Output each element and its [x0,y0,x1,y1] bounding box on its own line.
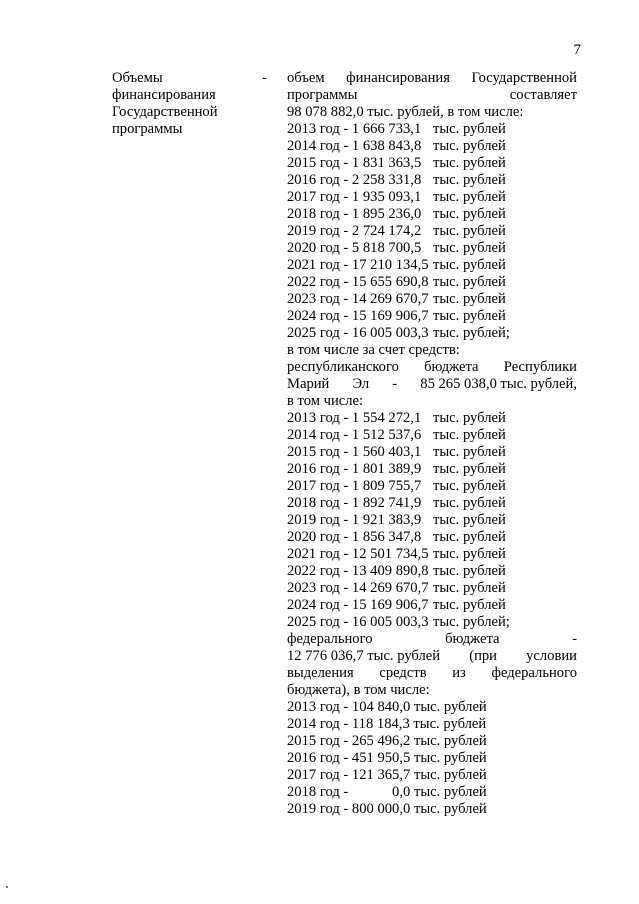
unit: тыс. рублей [433,478,506,494]
republic-year-row [287,512,577,529]
year-amount: 2019 год - 1 921 383,9 [287,512,422,528]
unit: тыс. рублей [433,206,506,222]
intro-line: объем финансирования Государственной [287,70,577,86]
republic-year-row [287,546,577,563]
label-line: Государственной [112,104,218,120]
unit: тыс. рублей [433,121,506,137]
label-separator: - [262,70,267,86]
total-year-row [287,121,577,138]
federal-year-row: 2016 год - 451 950,5 тыс. рублей [287,750,487,766]
republic-year-row [287,580,577,597]
unit: тыс. рублей [433,155,506,171]
total-year-row [287,325,577,342]
year-amount: 2022 год - 13 409 890,8 [287,563,429,579]
year-amount: 2024 год - 15 169 906,7 [287,597,429,613]
year-amount: 2014 год - 1 512 537,6 [287,427,422,443]
republic-year-row [287,444,577,461]
year-amount: 2024 год - 15 169 906,7 [287,308,429,324]
republic-year-row [287,529,577,546]
unit: тыс. рублей [433,240,506,256]
year-amount: 2023 год - 14 269 670,7 [287,291,429,307]
total-year-row [287,189,577,206]
republic-line: в том числе: [287,393,364,409]
republic-year-row [287,597,577,614]
unit: тыс. рублей [433,563,506,579]
year-amount: 2025 год - 16 005 003,3 [287,614,429,630]
total-year-row [287,257,577,274]
total-by-year-list [287,121,577,342]
unit: тыс. рублей [433,529,506,545]
republic-year-row [287,427,577,444]
page-number: 7 [573,42,581,58]
unit: тыс. рублей [433,427,506,443]
label-line: финансирования [112,87,216,103]
unit: тыс. рублей [433,546,506,562]
republic-line: Марий Эл - 85 265 038,0 тыс. рублей, [287,376,577,392]
federal-year-row: 2019 год - 800 000,0 тыс. рублей [287,801,487,817]
total-year-row [287,308,577,325]
republic-year-row [287,478,577,495]
unit: тыс. рублей [433,257,506,273]
unit: тыс. рублей; [433,325,510,341]
year-amount: 2014 год - 1 638 843,8 [287,138,422,154]
unit: тыс. рублей [433,172,506,188]
federal-year-row: 2018 год - 0,0 тыс. рублей [287,784,487,800]
total-year-row [287,155,577,172]
republic-year-row [287,461,577,478]
year-amount: 2022 год - 15 655 690,8 [287,274,429,290]
year-amount: 2015 год - 1 560 403,1 [287,444,422,460]
year-amount: 2018 год - 1 895 236,0 [287,206,422,222]
label-line: программы [112,121,183,137]
unit: тыс. рублей [433,597,506,613]
total-year-row [287,223,577,240]
federal-year-row: 2017 год - 121 365,7 тыс. рублей [287,767,487,783]
republic-year-row [287,563,577,580]
unit: тыс. рублей [433,223,506,239]
year-amount: 2017 год - 1 935 093,1 [287,189,422,205]
total-year-row [287,240,577,257]
federal-line: федерального бюджета - [287,631,577,647]
year-amount: 2019 год - 2 724 174,2 [287,223,422,239]
total-year-row [287,206,577,223]
unit: тыс. рублей [433,444,506,460]
year-amount: 2020 год - 5 818 700,5 [287,240,422,256]
unit: тыс. рублей [433,189,506,205]
federal-line: бюджета), в том числе: [287,682,430,698]
label-line: Объемы [112,70,163,86]
year-amount: 2016 год - 2 258 331,8 [287,172,422,188]
year-amount: 2015 год - 1 831 363,5 [287,155,422,171]
unit: тыс. рублей [433,461,506,477]
republic-year-row [287,495,577,512]
total-year-row [287,291,577,308]
total-year-row [287,138,577,155]
year-amount: 2013 год - 1 554 272,1 [287,410,422,426]
year-amount: 2018 год - 1 892 741,9 [287,495,422,511]
year-amount: 2021 год - 12 501 734,5 [287,546,429,562]
unit: тыс. рублей [433,291,506,307]
total-year-row [287,274,577,291]
unit: тыс. рублей [433,138,506,154]
year-amount: 2013 год - 1 666 733,1 [287,121,422,137]
unit: тыс. рублей [433,580,506,596]
federal-line: выделения средств из федерального [287,665,577,681]
funding-description [287,70,577,818]
republic-line: республиканского бюджета Республики [287,359,577,375]
year-amount: 2020 год - 1 856 347,8 [287,529,422,545]
scan-artifact [6,886,8,888]
unit: тыс. рублей [433,495,506,511]
republic-by-year-list [287,410,577,631]
unit: тыс. рублей [433,410,506,426]
intro-line: программы составляет [287,87,577,103]
federal-year-row: 2014 год - 118 184,3 тыс. рублей [287,716,487,732]
federal-year-row: 2015 год - 265 496,2 тыс. рублей [287,733,487,749]
unit: тыс. рублей [433,512,506,528]
republic-year-row [287,410,577,427]
year-amount: 2016 год - 1 801 389,9 [287,461,422,477]
unit: тыс. рублей; [433,614,510,630]
unit: тыс. рублей [433,274,506,290]
total-year-row [287,172,577,189]
federal-year-row: 2013 год - 104 840,0 тыс. рублей [287,699,487,715]
unit: тыс. рублей [433,308,506,324]
section-label [112,70,262,138]
year-amount: 2017 год - 1 809 755,7 [287,478,422,494]
sources-intro: в том числе за счет средств: [287,342,460,358]
year-amount: 2021 год - 17 210 134,5 [287,257,429,273]
federal-by-year-list [287,699,577,818]
year-amount: 2025 год - 16 005 003,3 [287,325,429,341]
federal-line: 12 776 036,7 тыс. рублей (при условии [287,648,577,664]
republic-year-row [287,614,577,631]
total-amount: 98 078 882,0 тыс. рублей, в том числе: [287,104,524,120]
year-amount: 2023 год - 14 269 670,7 [287,580,429,596]
